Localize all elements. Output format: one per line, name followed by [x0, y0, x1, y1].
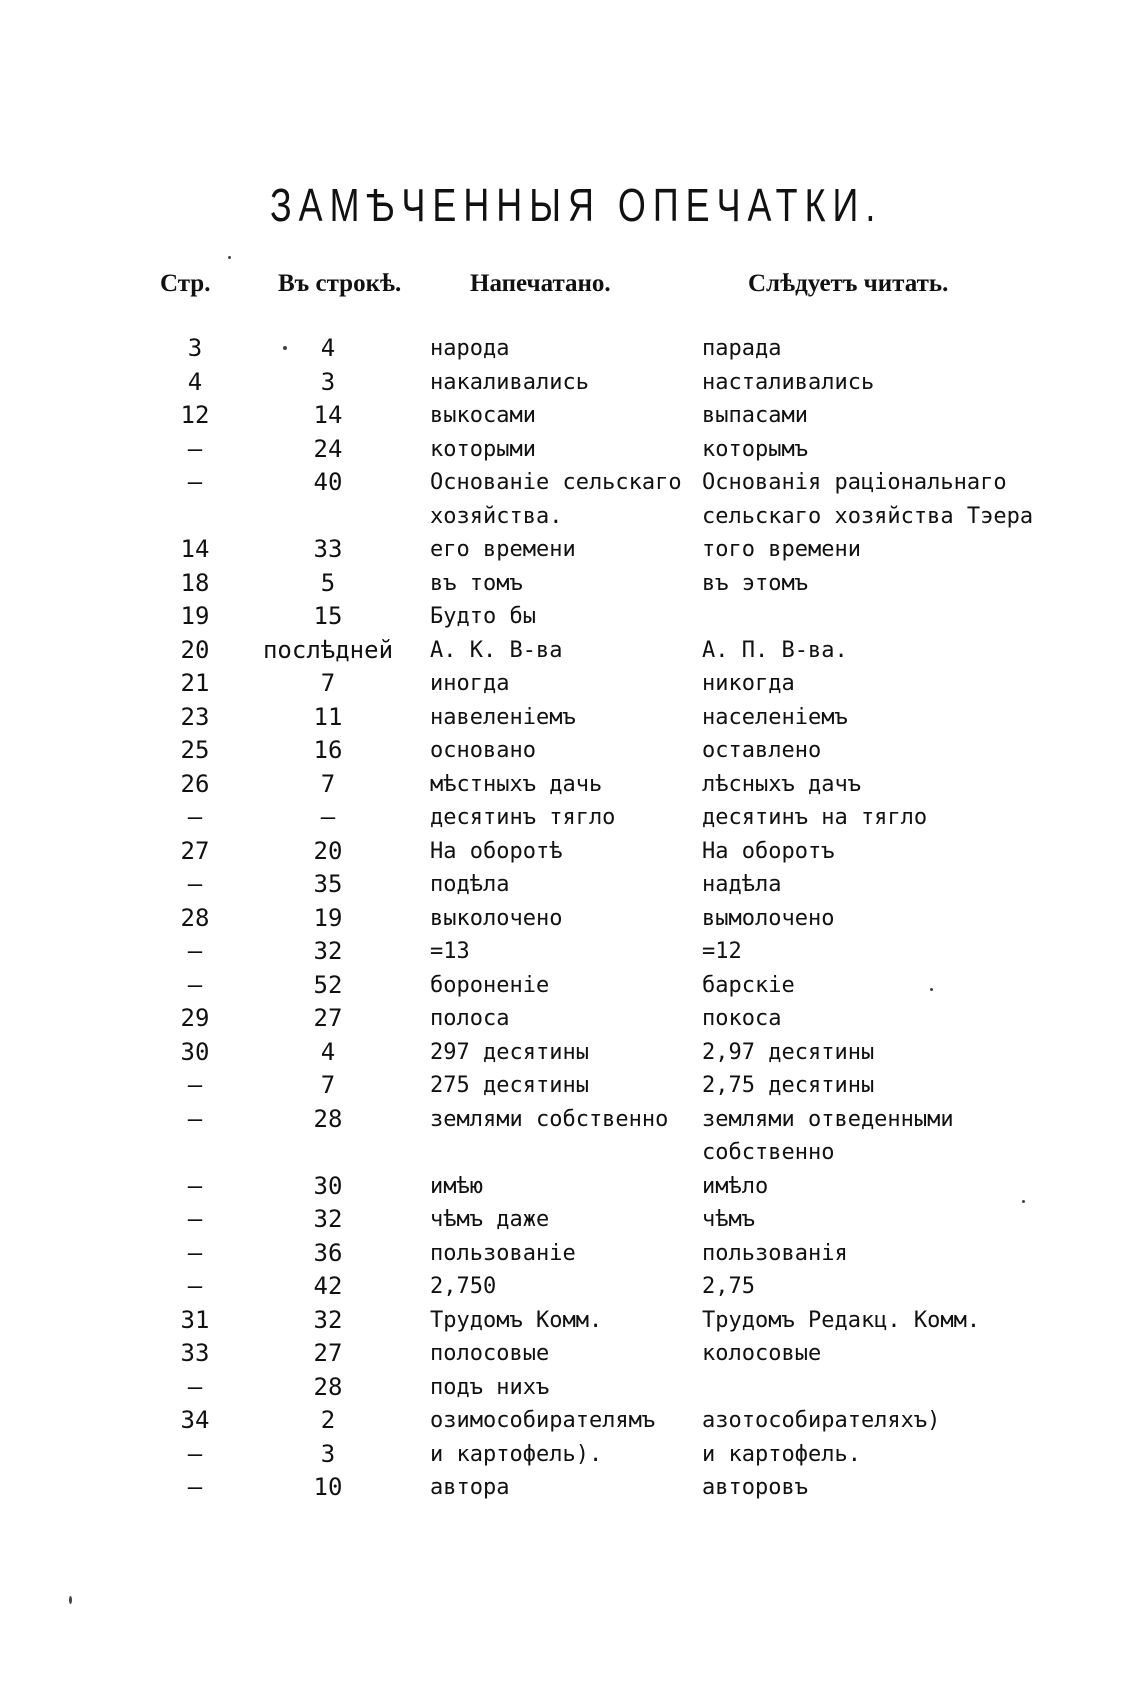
row-line-number: 32	[313, 1305, 343, 1334]
table-row	[0, 466, 1140, 533]
row-line-number: 32	[313, 937, 343, 965]
row-printed-text: На оборотѣ	[430, 838, 563, 864]
row-correct-text: парада	[702, 336, 782, 361]
row-correct-text: барскіе	[702, 972, 795, 998]
row-printed-text: пользованіе	[430, 1240, 576, 1266]
row-page-number: —	[187, 434, 203, 463]
row-correct-text: авторовъ	[702, 1475, 808, 1500]
row-correct-text: Основанія раціональнаго сельскаго хозяйства Тэера	[702, 470, 1034, 529]
table-row	[0, 1036, 1140, 1070]
row-correct-text: На оборотъ	[702, 838, 835, 864]
row-correct-text: вымолочено	[702, 905, 835, 931]
table-row	[0, 835, 1140, 869]
row-page-number: —	[187, 1473, 203, 1501]
row-printed-text: народа	[430, 336, 510, 361]
row-printed-text: подѣла	[430, 872, 510, 897]
table-row	[0, 332, 1140, 366]
row-line-number: 3	[320, 1439, 336, 1468]
row-line-number: 27	[313, 1004, 343, 1032]
row-page-number: —	[187, 1238, 203, 1267]
table-row	[0, 1337, 1140, 1371]
row-line-number: 3	[320, 367, 336, 396]
row-page-number: —	[187, 1071, 203, 1099]
row-page-number: 29	[180, 1004, 210, 1032]
errata-table	[0, 332, 1140, 1505]
row-correct-text: чѣмъ	[702, 1207, 755, 1232]
row-page-number: —	[187, 803, 203, 831]
row-correct-text: имѣло	[702, 1173, 769, 1199]
row-correct-text: оставлено	[702, 738, 822, 763]
row-printed-text: основано	[430, 738, 536, 763]
row-correct-text: колосовые	[702, 1341, 822, 1366]
table-row	[0, 567, 1140, 601]
table-row	[0, 734, 1140, 768]
print-speck	[228, 256, 231, 259]
row-printed-text: =13	[430, 939, 470, 964]
print-speck	[930, 988, 933, 991]
row-page-number: —	[187, 870, 203, 898]
row-correct-text: лѣсныхъ дачъ	[702, 771, 861, 797]
row-page-number: 18	[180, 568, 210, 597]
table-row	[0, 533, 1140, 567]
row-line-number: 27	[313, 1339, 343, 1367]
row-page-number: —	[187, 468, 203, 496]
row-page-number: 19	[180, 602, 210, 630]
table-row	[0, 634, 1140, 668]
row-line-number: 42	[313, 1272, 343, 1300]
row-printed-text: выкосами	[430, 403, 536, 428]
table-row	[0, 366, 1140, 400]
table-row	[0, 1203, 1140, 1237]
row-printed-text: землями собственно	[430, 1106, 669, 1132]
row-line-number: 20	[313, 836, 343, 865]
row-page-number: —	[187, 937, 203, 965]
table-row	[0, 969, 1140, 1003]
row-line-number: 2	[320, 1406, 336, 1434]
table-row	[0, 1237, 1140, 1271]
row-page-number: 20	[180, 635, 210, 664]
row-page-number: 31	[180, 1305, 210, 1334]
row-correct-text: и картофель.	[702, 1441, 861, 1467]
row-line-number: 32	[313, 1205, 343, 1233]
row-correct-text: 2,97 десятины	[702, 1039, 875, 1065]
table-row	[0, 399, 1140, 433]
row-printed-text: которыми	[430, 436, 536, 462]
row-printed-text: имѣю	[430, 1173, 483, 1199]
row-line-number: 4	[320, 334, 336, 362]
row-correct-text: покоса	[702, 1006, 782, 1031]
row-printed-text: мѣстныхъ дачь	[430, 771, 603, 797]
row-printed-text: его времени	[430, 537, 576, 562]
table-row	[0, 868, 1140, 902]
row-line-number: —	[320, 803, 336, 831]
row-printed-text: бороненіе	[430, 972, 550, 998]
header-page: Стр.	[160, 270, 211, 297]
table-row	[0, 667, 1140, 701]
row-line-number: 10	[313, 1473, 343, 1501]
header-correct: Слѣдуетъ читать.	[748, 270, 949, 297]
table-row	[0, 1069, 1140, 1103]
row-printed-text: выколочено	[430, 905, 563, 931]
row-line-number: 24	[313, 434, 343, 463]
row-line-number: 5	[320, 568, 336, 597]
header-line: Въ строкѣ.	[278, 270, 402, 297]
row-line-number: 7	[320, 769, 336, 798]
row-correct-text: пользованія	[702, 1240, 848, 1266]
row-page-number: —	[187, 1439, 203, 1468]
row-line-number: 36	[313, 1238, 343, 1267]
row-page-number: —	[187, 1104, 203, 1133]
row-printed-text: Основаніе сельскаго хозяйства.	[430, 470, 682, 529]
row-correct-text: выпасами	[702, 403, 808, 428]
table-row	[0, 1002, 1140, 1036]
row-line-number: 19	[313, 903, 343, 932]
row-line-number: 28	[313, 1372, 343, 1401]
print-speck	[283, 346, 287, 350]
row-printed-text: озимособирателямъ	[430, 1408, 656, 1433]
row-printed-text: полоса	[430, 1006, 510, 1031]
table-row	[0, 433, 1140, 467]
table-row	[0, 801, 1140, 835]
row-printed-text: Трудомъ Комм.	[430, 1307, 603, 1333]
row-line-number: 28	[313, 1104, 343, 1133]
header-printed: Напечатано.	[470, 270, 611, 297]
row-page-number: 27	[180, 836, 210, 865]
row-printed-text: навеленіемъ	[430, 704, 576, 730]
row-printed-text: иногда	[430, 671, 510, 696]
table-row	[0, 1371, 1140, 1405]
row-line-number: 35	[313, 870, 343, 898]
table-row	[0, 1270, 1140, 1304]
row-page-number: 3	[187, 334, 203, 362]
row-line-number: 40	[313, 468, 343, 496]
row-line-number: 16	[313, 736, 343, 764]
row-line-number: 15	[313, 602, 343, 630]
row-printed-text: накаливались	[430, 369, 589, 395]
row-page-number: 12	[180, 401, 210, 429]
row-page-number: —	[187, 1272, 203, 1300]
row-printed-text: 275 десятины	[430, 1073, 589, 1098]
row-correct-text: азотособирателяхъ)	[702, 1408, 941, 1433]
row-line-number: 4	[320, 1037, 336, 1066]
row-line-number: послѣдней	[262, 635, 394, 664]
row-printed-text: полосовые	[430, 1341, 550, 1366]
print-speck	[1022, 1200, 1025, 1203]
row-page-number: 33	[180, 1339, 210, 1367]
table-row	[0, 1103, 1140, 1170]
row-page-number: 28	[180, 903, 210, 932]
row-printed-text: и картофель).	[430, 1441, 603, 1467]
row-correct-text: землями отведенными собственно	[702, 1106, 954, 1165]
table-row	[0, 600, 1140, 634]
table-row	[0, 1404, 1140, 1438]
row-page-number: 30	[180, 1037, 210, 1066]
page-title: ЗАМѢЧЕННЫЯ ОПЕЧАТКИ.	[269, 179, 883, 231]
row-correct-text: 2,75	[702, 1274, 755, 1299]
row-page-number: 25	[180, 736, 210, 764]
table-row	[0, 1471, 1140, 1505]
row-correct-text: насталивались	[702, 369, 875, 395]
row-page-number: 14	[180, 535, 210, 563]
row-correct-text: населеніемъ	[702, 704, 848, 730]
row-printed-text: 2,750	[430, 1274, 497, 1299]
row-page-number: —	[187, 970, 203, 999]
table-row	[0, 1438, 1140, 1472]
row-page-number: —	[187, 1205, 203, 1233]
row-printed-text: 297 десятины	[430, 1039, 589, 1065]
row-page-number: —	[187, 1171, 203, 1200]
row-printed-text: А. К. В-ва	[430, 637, 563, 663]
table-row	[0, 1304, 1140, 1338]
row-correct-text: А. П. В-ва.	[702, 637, 848, 663]
row-correct-text: въ этомъ	[702, 570, 808, 596]
row-line-number: 30	[313, 1171, 343, 1200]
row-page-number: 4	[187, 367, 203, 396]
row-line-number: 7	[320, 1071, 336, 1099]
row-printed-text: въ томъ	[430, 570, 523, 596]
row-printed-text: десятинъ тягло	[430, 805, 616, 830]
table-row	[0, 1170, 1140, 1204]
row-correct-text: =12	[702, 939, 742, 964]
row-line-number: 33	[313, 535, 343, 563]
row-line-number: 7	[320, 669, 336, 697]
row-correct-text: 2,75 десятины	[702, 1073, 875, 1098]
row-page-number: 34	[180, 1406, 210, 1434]
row-line-number: 11	[313, 702, 343, 731]
row-page-number: 21	[180, 669, 210, 697]
row-line-number: 52	[313, 970, 343, 999]
row-correct-text: того времени	[702, 537, 861, 562]
row-line-number: 14	[313, 401, 343, 429]
row-page-number: —	[187, 1372, 203, 1401]
table-row	[0, 902, 1140, 936]
row-correct-text: которымъ	[702, 436, 808, 462]
table-row	[0, 768, 1140, 802]
print-speck	[69, 1596, 72, 1604]
row-correct-text: надѣла	[702, 872, 782, 897]
row-printed-text: Будто бы	[430, 604, 536, 629]
row-correct-text: десятинъ на тягло	[702, 805, 928, 830]
row-printed-text: автора	[430, 1475, 510, 1500]
row-printed-text: подъ нихъ	[430, 1374, 550, 1400]
row-page-number: 23	[180, 702, 210, 731]
row-printed-text: чѣмъ даже	[430, 1207, 550, 1232]
row-correct-text: Трудомъ Редакц. Комм.	[702, 1307, 981, 1333]
row-correct-text: никогда	[702, 671, 795, 696]
table-row	[0, 935, 1140, 969]
row-page-number: 26	[180, 769, 210, 798]
table-row	[0, 701, 1140, 735]
